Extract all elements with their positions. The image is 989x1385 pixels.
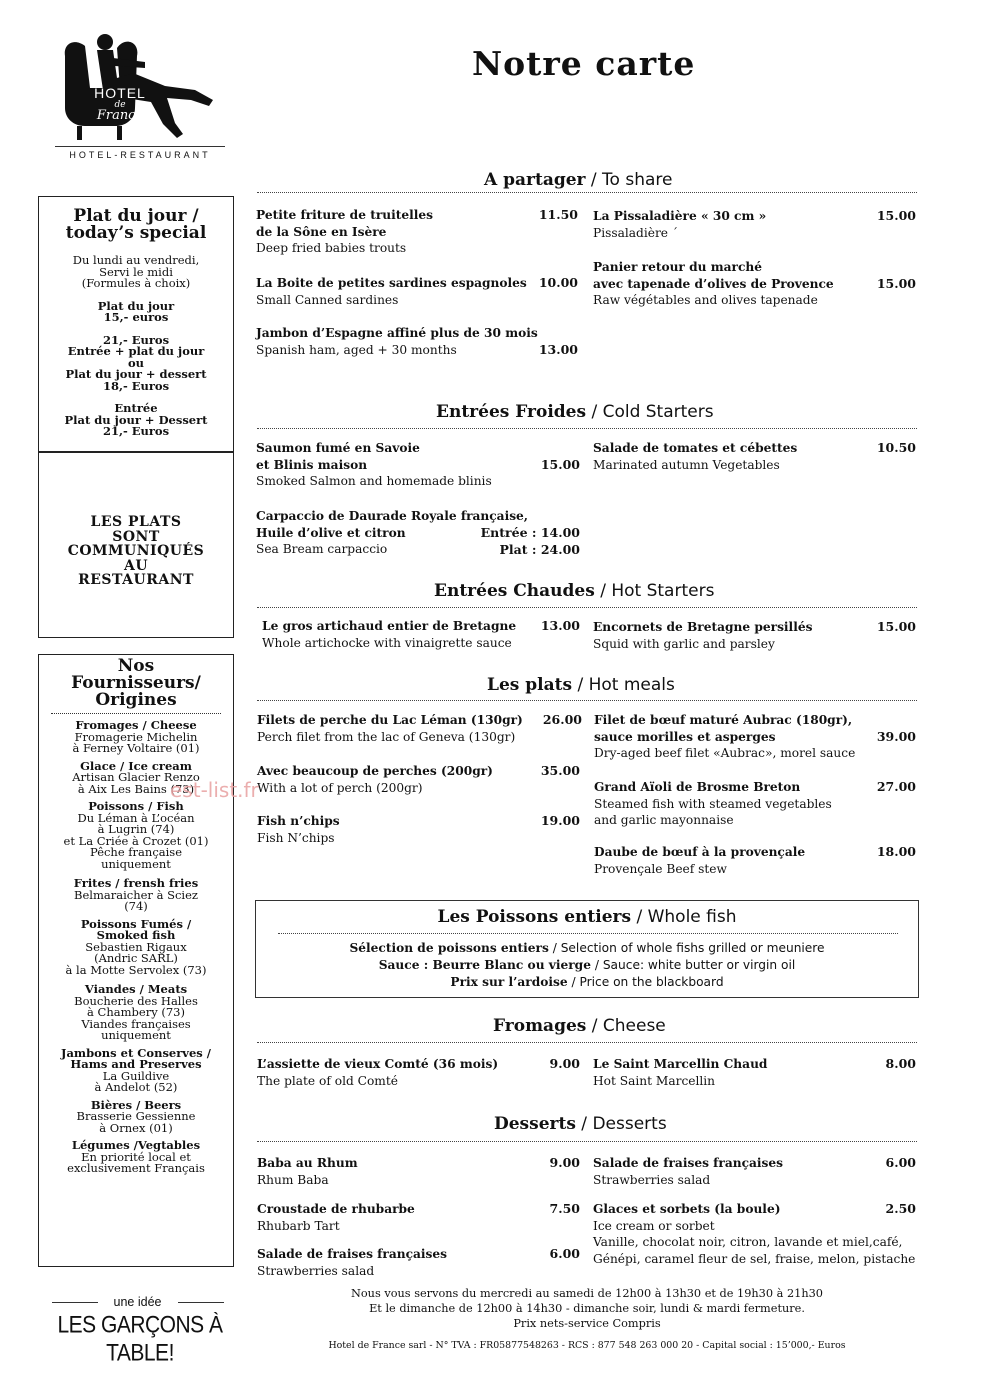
- item-name: L’assiette de vieux Comté (36 mois): [257, 1057, 499, 1071]
- item-name: Baba au Rhum: [257, 1156, 358, 1170]
- item-desc: Génépi, caramel fleur de sel, fraise, melon, pistache: [593, 1251, 916, 1266]
- fish-line-bold: Sauce : Beurre Blanc ou vierge: [378, 958, 591, 972]
- item-desc: Marinated autumn Vegetables: [593, 457, 780, 472]
- section-heading-froides: [436, 402, 714, 422]
- menu-item: [593, 619, 812, 652]
- section-en-title: / Whole fish: [631, 907, 737, 927]
- item-desc: Rhum Baba: [257, 1172, 329, 1187]
- pdj-block-line: Plat du jour: [97, 298, 175, 313]
- section-fr-title: Les Poissons entiers: [437, 907, 632, 927]
- item-desc: With a lot of perch (200gr): [257, 780, 423, 795]
- item-desc: Pissaladière ´: [593, 225, 678, 240]
- supplier-group: [39, 1097, 233, 1135]
- item-name: Huile d’olive et citron: [256, 525, 406, 540]
- item-price: 15.00: [540, 457, 580, 472]
- slogan-small: une idée: [113, 1295, 162, 1309]
- hotel-logo: [55, 28, 225, 168]
- item-price: 15.00: [876, 276, 916, 291]
- supplier-line: En priorité local et: [81, 1149, 191, 1164]
- supplier-line: à Chambery (73): [87, 1005, 185, 1019]
- item-price: 13.00: [540, 618, 580, 633]
- supplier-line: à Ferney Voltaire (01): [72, 741, 200, 755]
- item-price: 6.00: [549, 1246, 580, 1261]
- fish-line: [256, 941, 918, 955]
- item-price: 7.50: [549, 1201, 580, 1216]
- menu-item: [257, 1246, 447, 1279]
- section-en-title: / Cheese: [586, 1016, 666, 1036]
- item-price: 26.00: [542, 712, 582, 727]
- menu-item: [593, 259, 834, 309]
- section-en-title: / Desserts: [575, 1114, 667, 1134]
- item-desc: Sea Bream carpaccio: [256, 542, 388, 556]
- item-name: Salade de fraises françaises: [593, 1156, 784, 1170]
- section-fr-title: Entrées Froides: [436, 402, 587, 422]
- item-price: 15.00: [876, 208, 916, 223]
- supplier-heading: Frites / frensh fries: [73, 876, 199, 890]
- item-name: Le Saint Marcellin Chaud: [593, 1057, 768, 1071]
- footer-hours: Nous vous servons du mercredi au samedi de 12h00 à 13h30 et de 19h30 à 21h30: [351, 1287, 823, 1300]
- supplier-line: à la Motte Servolex (73): [65, 962, 207, 977]
- fournisseurs-title: Nos: [117, 656, 155, 676]
- item-name: Encornets de Bretagne persillés: [593, 620, 813, 634]
- supplier-heading: Bières / Beers: [90, 1097, 182, 1112]
- menu-item: [256, 275, 527, 308]
- item-name: Saumon fumé en Savoie: [256, 441, 420, 455]
- supplier-line: à Aix Les Bains (73): [77, 781, 195, 796]
- item-desc: Fish N’chips: [257, 830, 335, 845]
- item-desc: Deep fried babies trouts: [256, 241, 407, 255]
- item-desc: Dry-aged beef filet «Aubrac», morel sauce: [594, 746, 856, 760]
- supplier-heading: Viandes / Meats: [84, 982, 188, 996]
- plats-communiques-line: SONT: [112, 528, 160, 545]
- section-heading-chaudes: [434, 581, 714, 601]
- item-name: La Pissaladière « 30 cm »: [593, 209, 767, 223]
- menu-item: [257, 1056, 498, 1089]
- item-name: Fish n’chips: [257, 814, 340, 828]
- section-heading-fromages: [493, 1016, 666, 1036]
- item-price: 19.00: [540, 813, 580, 828]
- item-name: Salade de fraises françaises: [257, 1247, 448, 1261]
- fournisseurs-title: Origines: [95, 690, 177, 710]
- section-fr-title: A partager: [484, 170, 586, 190]
- pdj-block-line: Entrée + plat du jour: [67, 344, 205, 358]
- item-price: 39.00: [876, 729, 916, 744]
- supplier-group: [39, 984, 233, 1042]
- section-fr-title: Entrées Chaudes: [434, 581, 595, 601]
- item-desc: Strawberries salad: [593, 1172, 711, 1187]
- fish-line-text: / Sauce: white butter or virgin oil: [590, 958, 796, 972]
- item-price: Plat : 24.00: [499, 542, 580, 557]
- supplier-heading: Légumes /Vegtables: [71, 1138, 201, 1152]
- logo-hotel-text: HOTEL: [94, 85, 146, 101]
- supplier-group: [39, 1045, 233, 1094]
- item-desc: Perch filet from the lac of Geneva (130gr): [257, 729, 516, 744]
- item-desc: Vanille, chocolat noir, citron, lavande et miel,café,: [593, 1235, 903, 1249]
- item-name: La Boite de petites sardines espagnoles: [256, 276, 527, 290]
- supplier-line: uniquement: [101, 1028, 171, 1042]
- menu-item: [257, 712, 523, 745]
- item-name: Grand Aïoli de Brosme Breton: [594, 780, 801, 794]
- item-name: Le gros artichaud entier de Bretagne: [262, 619, 517, 633]
- supplier-heading: Jambons et Conserves /: [61, 1045, 211, 1060]
- supplier-line: Pêche française: [89, 845, 183, 859]
- item-desc: Strawberries salad: [257, 1263, 375, 1278]
- item-price: 2.50: [885, 1201, 916, 1216]
- plats-communiques-box: [38, 452, 234, 638]
- pdj-block-line: Plat du jour + Dessert: [64, 412, 208, 427]
- section-fr-title: Les plats: [487, 675, 573, 695]
- supplier-heading: Hams and Preserves: [70, 1057, 202, 1071]
- supplier-heading: Poissons Fumés /: [80, 916, 192, 931]
- menu-item: [257, 763, 493, 796]
- item-desc: Steamed fish with steamed vegetables: [594, 796, 832, 811]
- supplier-line: à Ornex (01): [99, 1120, 173, 1135]
- supplier-group: [39, 801, 233, 870]
- item-name: Daube de bœuf à la provençale: [594, 845, 806, 859]
- item-desc: Whole artichocke with vinaigrette sauce: [262, 635, 512, 650]
- item-desc: Provençale Beef stew: [594, 861, 727, 876]
- fournisseurs-box: [38, 654, 234, 1267]
- pdj-line: Du lundi au vendredi,: [72, 253, 200, 267]
- menu-item: [262, 618, 516, 651]
- section-en-title: / Cold Starters: [586, 402, 714, 422]
- pdj-block-line: Entrée: [114, 401, 158, 415]
- menu-item: [594, 779, 832, 829]
- section-fr-title: Fromages: [493, 1016, 587, 1036]
- item-name: Avec beaucoup de perches (200gr): [257, 764, 493, 778]
- section-en-title: / Hot meals: [572, 675, 675, 695]
- logo-de-text: de: [114, 100, 126, 110]
- supplier-line: Artisan Glacier Renzo: [72, 770, 200, 784]
- todays-special-title: today’s special: [65, 223, 207, 243]
- item-name: Petite friture de truitelles: [256, 208, 433, 222]
- supplier-line: Viandes françaises: [81, 1016, 191, 1031]
- logo-subtitle: HOTEL-RESTAURANT: [69, 150, 211, 160]
- logo-france-text: France: [96, 108, 144, 123]
- item-name: Croustade de rhubarbe: [257, 1202, 415, 1216]
- item-price: 27.00: [876, 779, 916, 794]
- supplier-line: Belmaraicher à Sciez: [74, 887, 198, 902]
- item-price: 9.00: [549, 1155, 580, 1170]
- menu-item: [593, 1155, 783, 1188]
- item-price: 9.00: [549, 1056, 580, 1071]
- supplier-line: (Andric SARL): [94, 951, 178, 965]
- item-desc: Rhubarb Tart: [257, 1218, 340, 1233]
- plat-du-jour-title: Plat du jour /: [73, 206, 199, 226]
- menu-item: [593, 440, 797, 473]
- pdj-line: Servi le midi: [99, 264, 173, 279]
- item-name: avec tapenade d’olives de Provence: [593, 276, 834, 291]
- supplier-line: exclusivement Français: [67, 1161, 205, 1175]
- item-desc: Smoked Salmon and homemade blinis: [256, 474, 492, 488]
- item-name: Carpaccio de Daurade Royale française,: [256, 509, 529, 523]
- plat-du-jour-box: [38, 196, 234, 452]
- supplier-line: La Guildive: [102, 1068, 170, 1083]
- supplier-line: Brasserie Gessienne: [76, 1109, 196, 1123]
- supplier-line: uniquement: [101, 856, 171, 871]
- supplier-heading: Fromages / Cheese: [75, 718, 197, 732]
- item-name: Panier retour du marché: [593, 260, 762, 274]
- supplier-line: Boucherie des Halles: [74, 993, 198, 1008]
- item-price: 15.00: [876, 619, 916, 634]
- menu-item: [257, 1201, 415, 1234]
- slogan-main: LES GARÇONS À TABLE!: [57, 1312, 223, 1367]
- menu-item: [257, 813, 340, 846]
- menu-item: [594, 712, 855, 762]
- section-heading-desserts: [494, 1114, 667, 1134]
- supplier-group: [39, 720, 233, 755]
- menu-item: [593, 1056, 767, 1089]
- menu-item: [256, 440, 492, 490]
- fish-line-bold: Prix sur l’ardoise: [450, 975, 568, 989]
- item-name: de la Sône en Isère: [256, 224, 387, 239]
- pdj-block-line: 18,- Euros: [102, 378, 170, 393]
- item-name: Filet de bœuf maturé Aubrac (180gr),: [594, 713, 853, 727]
- item-desc: Small Canned sardines: [256, 292, 399, 307]
- pdj-block-line: 15,- euros: [103, 310, 169, 324]
- supplier-heading: Glace / Ice cream: [80, 758, 192, 773]
- item-price: 10.00: [538, 275, 578, 290]
- item-desc: Hot Saint Marcellin: [593, 1073, 716, 1088]
- fish-line: [256, 958, 918, 972]
- item-name: sauce morilles et asperges: [594, 729, 776, 744]
- item-desc: Ice cream or sorbet: [593, 1218, 715, 1233]
- menu-item: [257, 1155, 358, 1188]
- footer-prices: Prix nets-service Compris: [513, 1317, 661, 1330]
- section-heading-poissons: [256, 907, 918, 927]
- menu-item: [594, 844, 805, 877]
- item-price: Entrée : 14.00: [480, 525, 580, 540]
- supplier-heading: Poissons / Fish: [88, 799, 184, 813]
- supplier-line: Du Léman à L’océan: [77, 810, 195, 825]
- supplier-line: (74): [124, 899, 148, 913]
- item-price: 10.50: [876, 440, 916, 455]
- item-name: Jambon d’Espagne affiné plus de 30 mois: [256, 326, 538, 340]
- item-price: 11.50: [538, 207, 578, 222]
- item-desc: Spanish ham, aged + 30 months: [256, 342, 457, 357]
- pdj-block-line: 21,- Euros: [102, 424, 170, 438]
- supplier-heading: Smoked fish: [96, 928, 176, 942]
- plats-communiques-line: AU: [123, 557, 149, 574]
- item-desc: Raw végétables and olives tapenade: [593, 293, 818, 307]
- item-price: 18.00: [876, 844, 916, 859]
- menu-item: [593, 208, 766, 241]
- supplier-group: [39, 916, 233, 977]
- page-title: Notre carte: [472, 44, 696, 83]
- watermark-text: est-list.fr: [170, 778, 259, 802]
- item-price: 8.00: [885, 1056, 916, 1071]
- section-heading-partager: [484, 170, 672, 190]
- supplier-line: Fromagerie Michelin: [74, 729, 198, 744]
- item-price: 6.00: [885, 1155, 916, 1170]
- supplier-group: [39, 1140, 233, 1175]
- item-name: Salade de tomates et cébettes: [593, 441, 798, 455]
- section-fr-title: Desserts: [494, 1114, 576, 1134]
- supplier-group: [39, 878, 233, 913]
- pdj-block-line: ou: [127, 355, 145, 370]
- whole-fish-box: [255, 900, 919, 998]
- supplier-line: à Lugrin (74): [97, 822, 175, 836]
- section-en-title: / To share: [585, 170, 673, 190]
- supplier-line: Sebastien Rigaux: [85, 939, 187, 954]
- fish-line-text: / Price on the blackboard: [567, 975, 724, 989]
- item-desc: and garlic mayonnaise: [594, 813, 734, 827]
- plats-communiques-line: RESTAURANT: [78, 572, 194, 588]
- section-en-title: / Hot Starters: [594, 581, 715, 601]
- supplier-line: à Andelot (52): [94, 1080, 178, 1094]
- menu-item: [256, 207, 433, 257]
- item-desc: Squid with garlic and parsley: [593, 636, 775, 651]
- plats-communiques-line: LES PLATS: [90, 514, 182, 530]
- pdj-block-line: Plat du jour + dessert: [65, 367, 207, 381]
- pdj-block-line: 21,- Euros: [102, 332, 170, 347]
- fish-line-bold: Sélection de poissons entiers: [349, 941, 549, 955]
- fish-line: [256, 975, 918, 989]
- item-desc: The plate of old Comté: [257, 1073, 398, 1088]
- item-price: 13.00: [538, 342, 578, 357]
- fish-line-text: / Selection of whole fishs grilled or meuniere: [548, 941, 825, 955]
- item-price: 35.00: [540, 763, 580, 778]
- supplier-line: et La Criée à Crozet (01): [63, 833, 209, 848]
- menu-item: [256, 325, 538, 358]
- footer-sunday: Et le dimanche de 12h00 à 14h30 - dimanche soir, lundi & mardi fermeture.: [369, 1302, 805, 1315]
- plats-communiques-line: COMMUNIQUÉS: [67, 543, 205, 559]
- pdj-line: (Formules à choix): [81, 276, 191, 290]
- section-heading-plats: [487, 675, 675, 695]
- fournisseurs-title: Fournisseurs/: [71, 673, 201, 693]
- item-name: Glaces et sorbets (la boule): [593, 1202, 781, 1216]
- item-name: Filets de perche du Lac Léman (130gr): [257, 713, 523, 727]
- item-name: et Blinis maison: [256, 457, 368, 472]
- footer-legal: Hotel de France sarl - N° TVA : FR05877548263 - RCS : 877 548 263 000 20 - Capital social : 15’000,- Euros: [328, 1340, 846, 1351]
